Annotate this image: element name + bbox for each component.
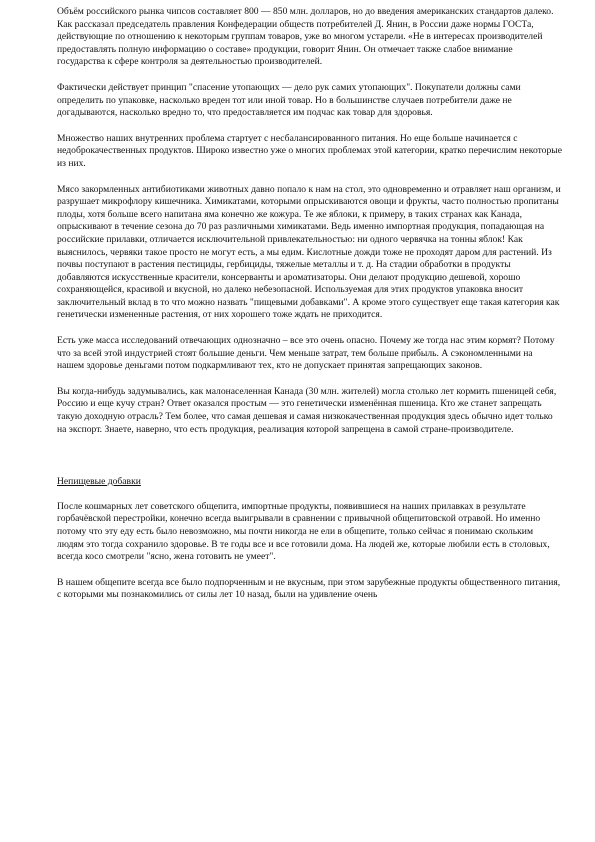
paragraph-internal-problems: Множество наших внутренних проблема стартует с несбалансированного питания. Но еще больше начинается с недоброкачественных продуктов. Широко известно уже о многих проблемах этой категории, кратко перечислим некоторые из них. — [57, 132, 562, 169]
section-heading: Непищевые добавки — [57, 476, 141, 488]
paragraph-research-danger: Есть уже масса исследований отвечающих однозначно – все это очень опасно. Почему же тогда нас этим кормят? Потому что за всей этой индустрией стоят большие деньги. Чем меньше затрат, тем больше прибыль. А сэкономленными на нашем здоровье деньгами потом подкармливают тех, кто не допускает принятая запрещающих законов. — [57, 335, 555, 372]
document-body — [57, 6, 562, 602]
paragraph-foreign-food: В нашем общепите всегда все было подпорченным и не вкусным, при этом зарубежные продукты общественного питания, с которыми мы познакомились от силы лет 10 назад, были на удивление очень — [57, 576, 561, 601]
paragraph-market-size: Объём российского рынка чипсов составляет 800 — 850 млн. долларов, но до введения американских стандартов далеко. Как рассказал председатель правления Конфедерации обществ потребителей Д. Янин, в России даже нормы ГОСТа, действующие по отношению к некоторым группам товаров, уже во многом устарели. «Не в интересах производителей предоставлять полную информацию о составе» продукции, говорит Янин. Он отмечает также слабое внимание государства к сфере контроля за деятельностью производителей. — [57, 6, 554, 68]
paragraph-antibiotics-meat: Мясо закормленных антибиотиками животных давно попало к нам на стол, это одновременно и отравляет наш организм, и разрушает микрофлору кишечника. Химикатами, которыми опрыскиваются овощи и фрукты, часто полностью пропитаны плоды, хотя больше всего напитана яма конечно же кожура. Те же яблоки, к примеру, в таких странах как Канада, опрыскивают в течение сезона до 70 раз различными химикатами. Ведь именно импортная продукция, попадающая на российские прилавки, отличается исключительной привлекательностью: ни одного червячка на тонны яблок! Как выяснилось, червяки такое просто не могут есть, а мы едим. Кислотные дожди тоже не проходят даром для растений. Из почвы поступают в растения пестициды, гербициды, тяжелые металлы и т. д. На стадии обработки в продукты добавляются искусственные красители, консерванты и ароматизаторы. Они делают продукцию дешевой, хорошо сохраняющейся, красивой и вкусной, но далеко небезопасной. Используемая для этих продуктов упаковка вносит заключительный вклад в то что можно назвать "пищевыми добавками". А кроме этого существует еще такая категория как генетически измененные растения, от них хорошего тоже ждать не приходится. — [57, 183, 561, 321]
paragraph-drowning-principle: Фактически действует принцип "спасение утопающих — дело рук самих утопающих". Покупатели должны сами определить по упаковке, насколько вреден тот или иной товар. Но в большинстве случаев потребители даже не догадываются, насколько вредно то, что предоставляется им подчас как товар для здоровья. — [57, 81, 521, 119]
paragraph-canada-wheat: Вы когда-нибудь задумывались, как малонаселенная Канада (30 млн. жителей) могла столько лет кормить пшеницей себя, Россию и еще кучу стран? Ответ оказался простым — это генетически изменённая пшеница. Кто же станет запрещать такую доходную отрасль? Тем более, что самая дешевая и самая низкокачественная продукция здесь обычно идет только на экспорт. Знаете, наверно, что есть продукция, реализация которой запрещена в самой стране-производителе. — [57, 385, 557, 435]
paragraph-soviet-canteens: После кошмарных лет советского общепита, импортные продукты, появившиеся на наших прилавках в результате горбачёвской перестройки, конечно всегда выигрывали в сравнении с привычной общепитовской отравой. Но именно потому что эту еду есть было невозможно, мы почти никогда не ели в общепите, только сейчас я понимаю скольким людям это тогда сохранило здоровье. В те годы все и все готовили дома. На людей же, которые любили есть в столовых, всегда косо смотрели "ясно, жена готовить не умеет". — [57, 500, 550, 563]
